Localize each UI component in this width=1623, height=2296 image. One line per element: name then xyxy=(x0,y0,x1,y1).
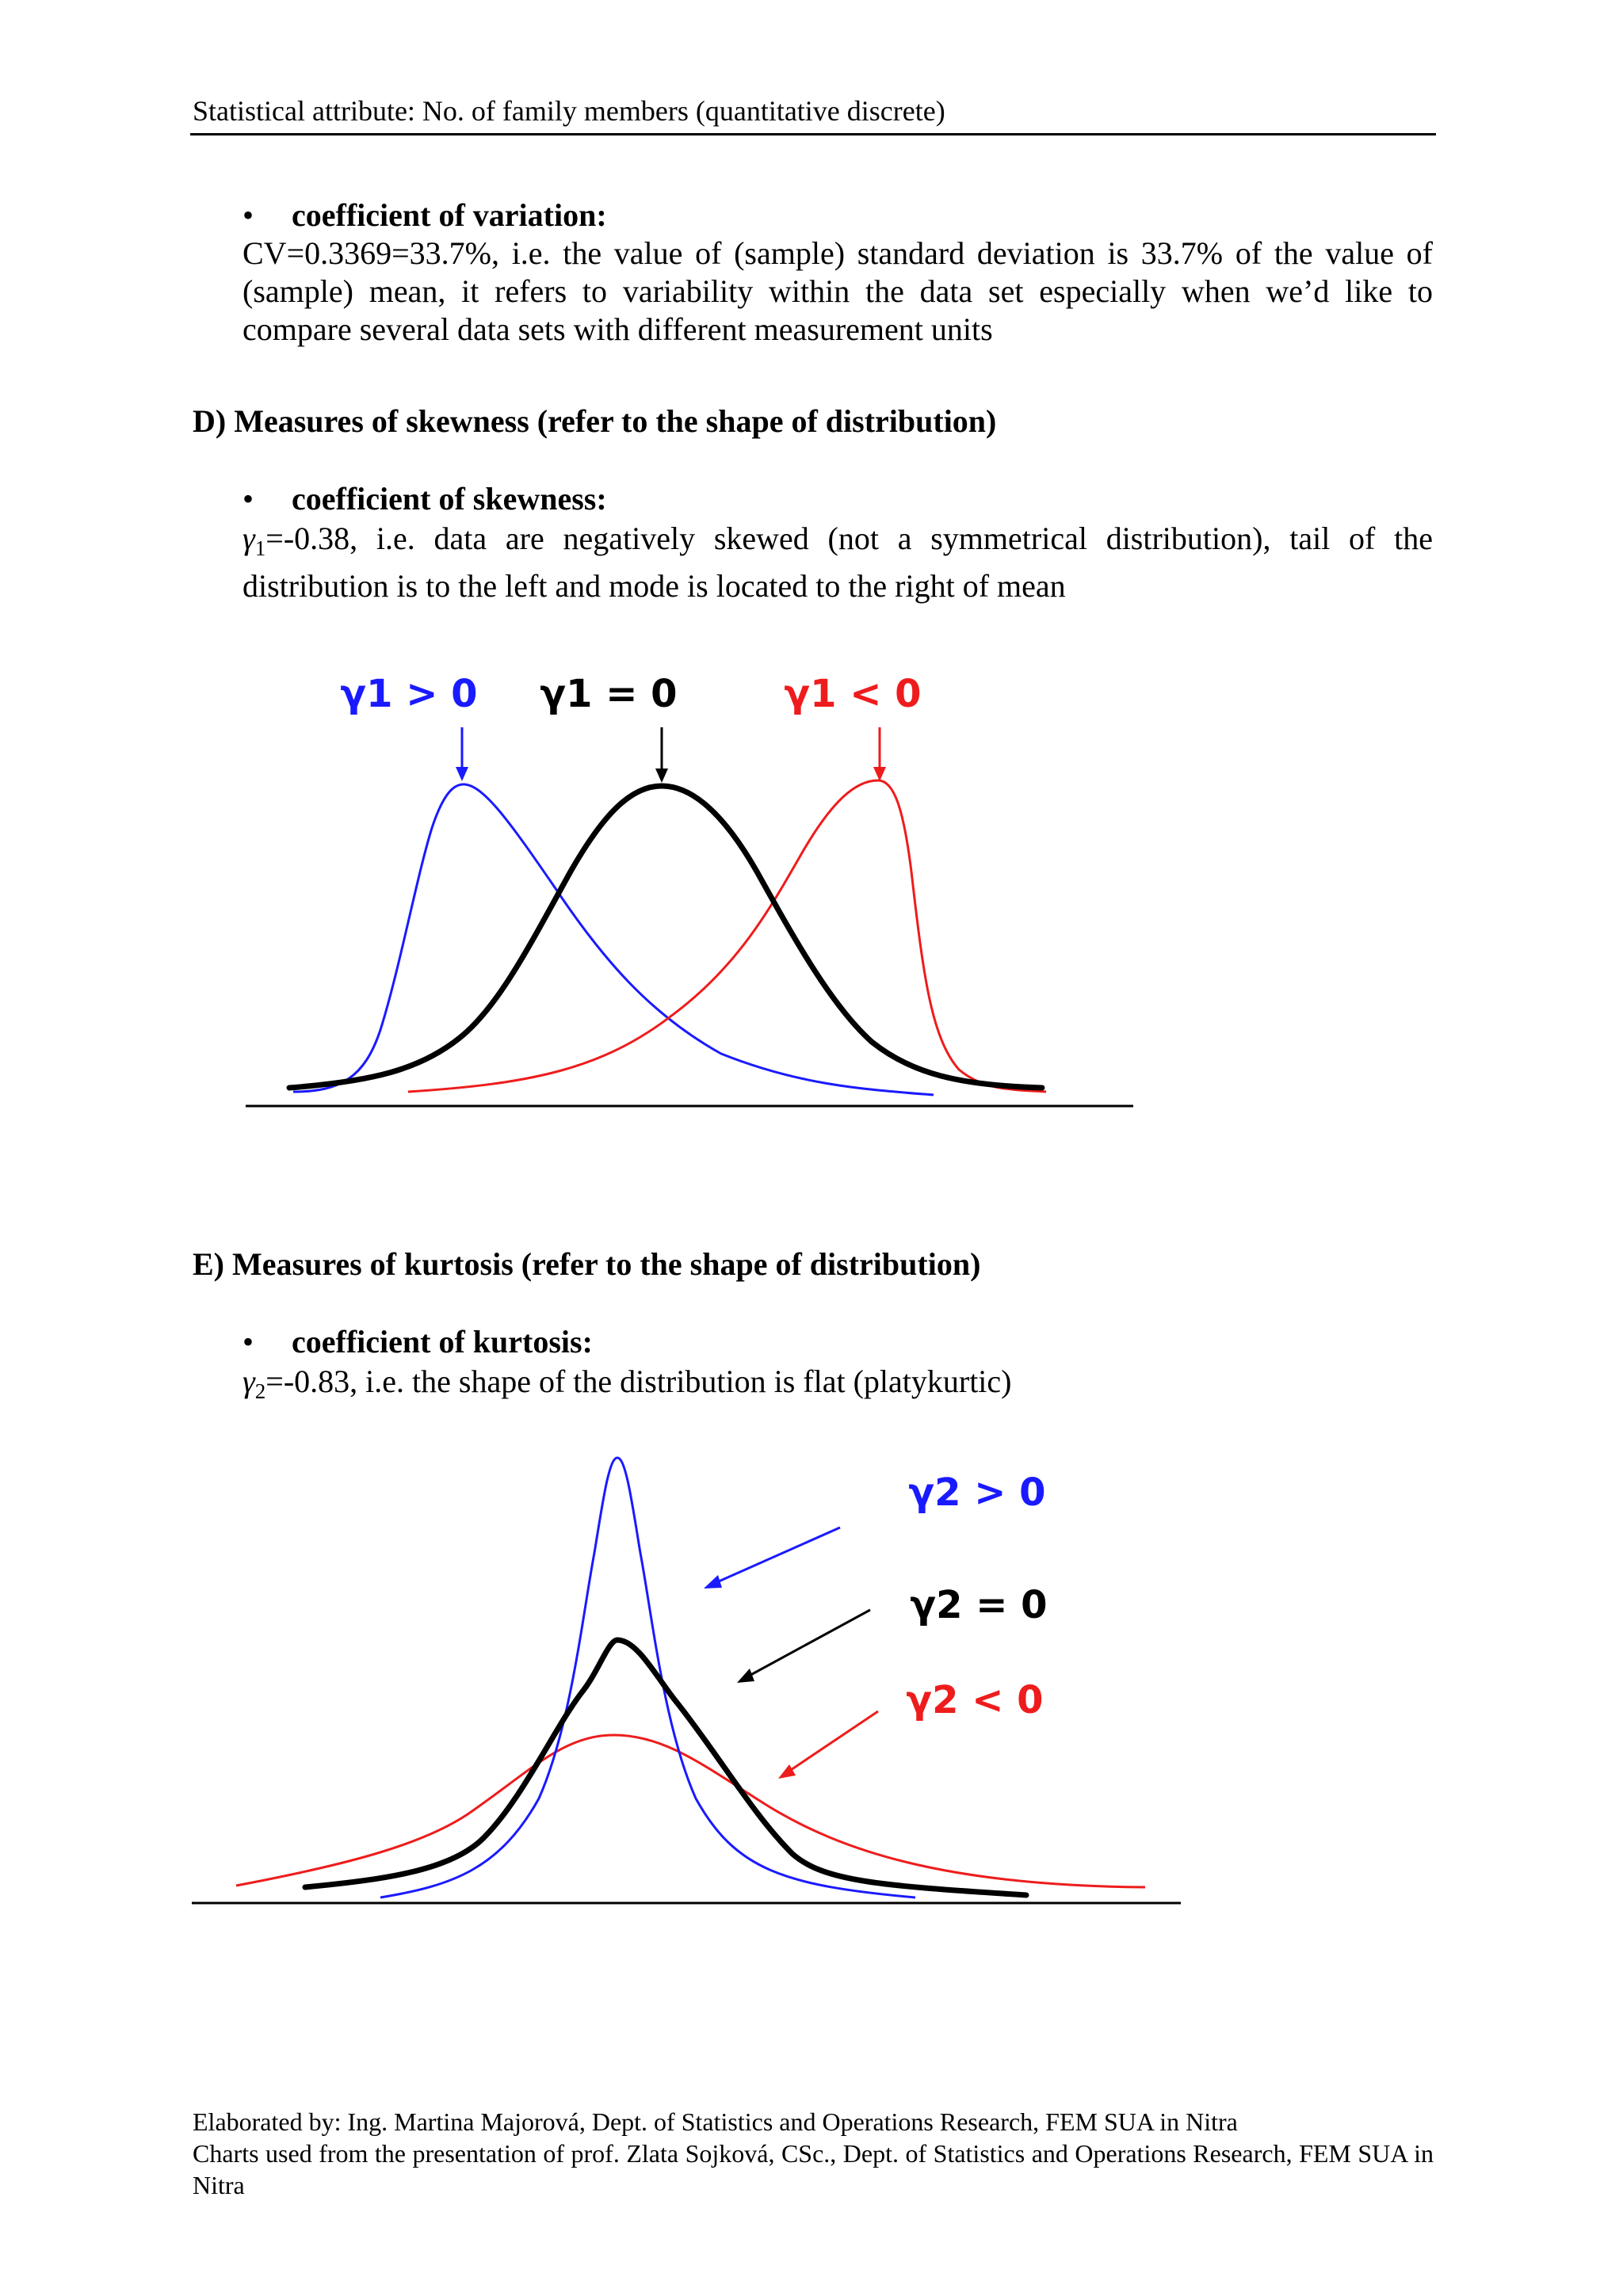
kurtosis-text: =-0.83, i.e. the shape of the distribution is flat (platykurtic) xyxy=(265,1363,1012,1399)
gamma-symbol: γ xyxy=(242,521,255,556)
skew-label-positive: γ1 > 0 xyxy=(340,672,478,716)
kurt-label-positive: γ2 > 0 xyxy=(908,1470,1046,1515)
skewness-body xyxy=(242,520,1433,605)
kurt-arrow-zero xyxy=(737,1610,870,1683)
skew-arrow-negative xyxy=(873,727,886,781)
footer-credit-line2: Charts used from the presentation of prof. Zlata Sojková, CSc., Dept. of Statistics and Operations Research, FEM SUA in Nitra xyxy=(193,2139,1434,2199)
kurt-label-negative: γ2 < 0 xyxy=(906,1678,1044,1722)
bullet-icon: • xyxy=(242,1324,254,1360)
kurt-arrow-positive xyxy=(704,1527,840,1589)
gamma-symbol: γ xyxy=(242,1363,255,1399)
variation-heading: coefficient of variation: xyxy=(292,197,607,233)
kurtosis-figure xyxy=(182,1442,1212,1917)
kurtosis-heading: coefficient of kurtosis: xyxy=(292,1324,593,1360)
footer-credit-line1: Elaborated by: Ing. Martina Majorová, Dept. of Statistics and Operations Research, FEM SUA in Nitra xyxy=(193,2107,1238,2136)
variation-body: CV=0.3369=33.7%, i.e. the value of (sample) standard deviation is 33.7% of the value of (sample) mean, it refers to variability within the data set especially when we’d like to compare several data sets with different measurement units xyxy=(242,235,1433,347)
skew-label-zero: γ1 = 0 xyxy=(540,672,678,716)
kurt-curve-negative xyxy=(236,1735,1145,1887)
skewness-section-title: D) Measures of skewness (refer to the shape of distribution) xyxy=(193,403,997,439)
skewness-figure xyxy=(230,658,1165,1125)
kurtosis-body xyxy=(242,1363,1433,1410)
variation-bullet-item xyxy=(242,196,607,235)
header-divider xyxy=(190,133,1436,135)
skew-curve-zero xyxy=(289,786,1042,1088)
gamma-subscript: 2 xyxy=(254,1379,266,1403)
kurt-label-zero: γ2 = 0 xyxy=(910,1583,1048,1627)
skew-arrow-zero xyxy=(655,727,668,783)
skewness-text: =-0.38, i.e. data are negatively skewed (not a symmetrical distribution), tail of the distribution is to the left and mode is located to the right of mean xyxy=(242,521,1433,604)
bullet-icon: • xyxy=(242,481,254,517)
bullet-icon: • xyxy=(242,197,254,233)
kurtosis-bullet-item xyxy=(242,1323,593,1361)
kurt-curve-positive xyxy=(380,1458,915,1897)
skewness-bullet-item xyxy=(242,480,607,518)
skew-label-negative: γ1 < 0 xyxy=(784,672,922,716)
gamma-subscript: 1 xyxy=(254,536,266,560)
skew-arrow-positive xyxy=(456,727,468,781)
skew-curve-positive xyxy=(293,784,934,1095)
kurtosis-section-title: E) Measures of kurtosis (refer to the shape of distribution) xyxy=(193,1246,981,1282)
kurt-arrow-negative xyxy=(778,1711,878,1779)
skewness-heading: coefficient of skewness: xyxy=(292,481,607,517)
page-header: Statistical attribute: No. of family members (quantitative discrete) xyxy=(193,95,945,127)
